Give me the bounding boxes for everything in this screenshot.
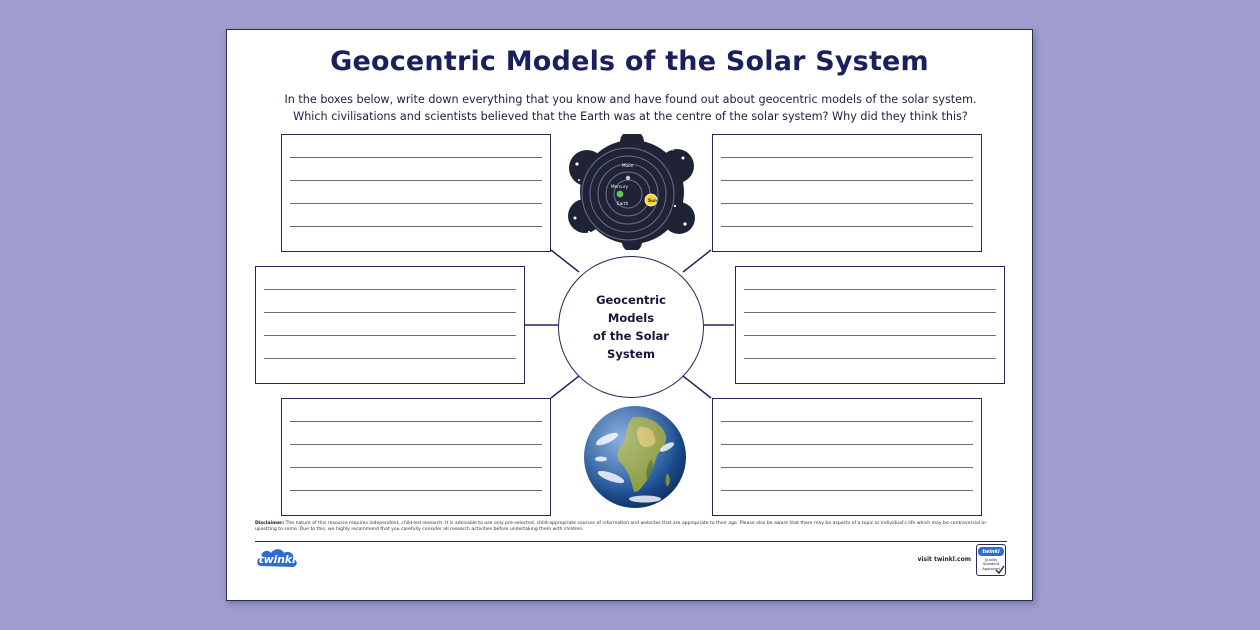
connector-top-left	[551, 250, 579, 272]
writing-line	[264, 335, 516, 336]
connector-top-right	[683, 250, 711, 272]
writing-line	[290, 203, 542, 204]
disclaimer	[255, 521, 1007, 533]
writing-line	[290, 180, 542, 181]
writing-line	[721, 490, 973, 491]
writing-line	[744, 335, 996, 336]
writing-line	[290, 157, 542, 158]
writing-line	[721, 444, 973, 445]
label-earth: Earth	[617, 201, 629, 206]
writing-line	[264, 358, 516, 359]
disclaimer-text: The nature of this resource requires independent, child-led research. It is advisable to use only pre-selected, child-appropriate sources of information and websites that are appropriate to their age. Please also be aware that there may be aspects of a topic or individual's life which may be controversial or upsetting to some. Due to this, we highly recommend that you carefully consider all research activities before undertaking them with children.	[255, 521, 987, 532]
geocentric-diagram-illustration	[565, 134, 699, 250]
writing-box-top-left[interactable]	[281, 134, 551, 252]
writing-box-middle-left[interactable]	[255, 266, 525, 384]
writing-box-top-right[interactable]	[712, 134, 982, 252]
writing-line	[721, 157, 973, 158]
writing-line	[721, 421, 973, 422]
writing-line	[290, 226, 542, 227]
instruction-line-2: Which civilisations and scientists believed that the Earth was at the centre of the solar system? Why did they think this?	[293, 110, 968, 123]
label-sun: Sun	[648, 198, 657, 203]
label-moon: Moon	[622, 163, 634, 168]
writing-box-bottom-left[interactable]	[281, 398, 551, 516]
footer-divider	[255, 541, 1007, 542]
hub-label-line-2: of the Solar System	[593, 329, 669, 361]
label-stars: Stars	[663, 147, 674, 152]
earth-dot	[617, 191, 624, 198]
central-hub	[558, 256, 704, 398]
moon-dot	[626, 176, 630, 180]
badge-title: twinkl	[978, 547, 1004, 556]
writing-line	[264, 289, 516, 290]
writing-box-bottom-right[interactable]	[712, 398, 982, 516]
check-icon	[995, 565, 1005, 575]
writing-line	[744, 289, 996, 290]
connector-bottom-right	[683, 376, 711, 398]
quality-badge	[976, 544, 1006, 576]
writing-line	[290, 421, 542, 422]
writing-line	[721, 226, 973, 227]
writing-line	[290, 467, 542, 468]
starry-cloud-backdrop	[568, 134, 695, 250]
instruction-line-1: In the boxes below, write down everything that you know and have found out about geocentric models of the solar system.	[284, 93, 977, 106]
writing-line	[721, 467, 973, 468]
worksheet-page	[226, 29, 1033, 601]
writing-line	[744, 312, 996, 313]
writing-line	[290, 490, 542, 491]
connector-bottom-left	[551, 376, 579, 398]
logo-text: twinkl	[258, 552, 296, 566]
label-mercury: Mercury	[611, 184, 628, 189]
writing-line	[744, 358, 996, 359]
writing-line	[721, 180, 973, 181]
writing-line	[721, 203, 973, 204]
writing-box-middle-right[interactable]	[735, 266, 1005, 384]
hub-label-line-1: Geocentric Models	[596, 293, 666, 325]
writing-line	[290, 444, 542, 445]
visit-link[interactable]: visit twinkl.com	[917, 556, 971, 563]
earth-globe-illustration	[581, 403, 689, 511]
twinkl-logo[interactable]	[255, 544, 299, 574]
disclaimer-label: Disclaimer:	[255, 521, 285, 526]
badge-text: Quality Standard Approved	[982, 558, 1000, 571]
worksheet-title: Geocentric Models of the Solar System	[330, 46, 929, 77]
writing-line	[264, 312, 516, 313]
